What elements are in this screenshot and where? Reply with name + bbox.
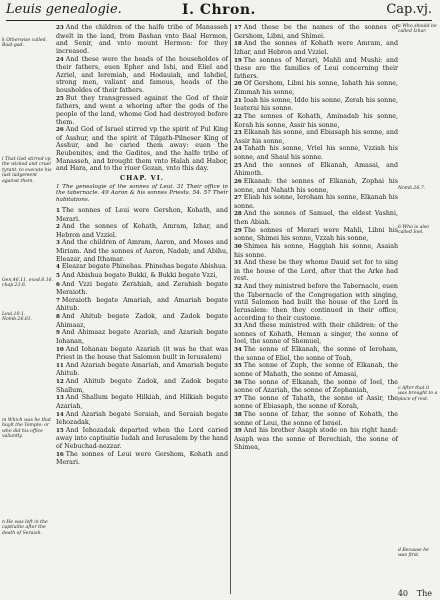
verse-number: 14 <box>56 411 64 418</box>
verse-number: 23 <box>56 25 64 31</box>
margin-note: Leui.10.1. Nomb.26.61. <box>2 312 33 323</box>
verse-number: 35 <box>234 363 242 370</box>
verse-text: The sonnes of Leui were Gershon, Kohath, and Merari. <box>56 206 228 223</box>
verse <box>234 283 398 322</box>
verse-number: 3 <box>56 240 60 247</box>
verse <box>234 227 398 243</box>
verse <box>56 346 228 362</box>
verse-text: Ioah his sonne, Iddo his sonne, Zerah his sonne, Ieaterai his sonne. <box>234 96 398 113</box>
verse-text: The sonnes of Leui were Gershom, Kohath and Merari. <box>56 450 228 467</box>
verse-text: Tahath his sonne, Vriel his sonne, Vzziah his sonne, and Shaul his sonne. <box>234 145 398 161</box>
verse-number: 18 <box>234 41 242 48</box>
verse-text: And these be the names of the sonnes of Gershom, Libni, and Shimei. <box>234 24 398 40</box>
verse-text: The sonnes of Merari were Mahli, Libni his sonne, Shimei his sonne, Vzzah his sonne, <box>234 226 398 243</box>
verse-number: 32 <box>234 284 242 290</box>
verse-text: The sonne of Izhar, the sonne of Kohath, the sonne of Leui, the sonne of Israel. <box>234 411 398 427</box>
verse <box>56 126 228 173</box>
verse-text: And God of Israel stirred vp the spirit of Pul King of Asshur, and the spirit of Tilgath-Pilneser King of Asshur, and he caried them away: euen the Reubenites, and the Gadites, and the halfe tribe of Manasseh, and brought them vnto Halah and Habor, and Hara, and to the riuer Gozan, vnto this day. <box>56 126 228 173</box>
verse-number: 12 <box>56 379 64 386</box>
header-center: I. Chron. <box>182 2 256 18</box>
margin-note: m Which was he that buylt the Temple: or who did his office valiantly. <box>2 418 51 440</box>
header-left: Leuis genealogie. <box>6 2 122 17</box>
verse-text: But they transgressed against the God of their fathers, and went a whoring after the gods of the people of the land, whome God had destroyed before them. <box>56 94 228 126</box>
verse-number: 37 <box>234 395 242 402</box>
verse-number: 10 <box>56 346 64 353</box>
verse-number: 8 <box>56 314 60 321</box>
catchword: The <box>416 589 432 598</box>
verse-number: 30 <box>234 243 242 250</box>
margin-note: a Who should be called Izhar. <box>398 24 437 35</box>
margin-note: k Otherwise called, Baal-gad. <box>2 38 48 49</box>
verse-number: 34 <box>234 347 242 353</box>
verse <box>234 162 398 178</box>
verse <box>56 56 228 95</box>
verse-number: 24 <box>234 146 242 153</box>
verse-text: And these be they whome Dauid set for to sing in the house of the Lord, after that the Arke had rest. <box>234 259 398 283</box>
verse-text: And Vzzi begate Zerahiah, and Zerahiah begate Meraioth. <box>56 280 228 297</box>
verse-text: And Iohanan begate Azariah (it was he that was Priest in the house that Salomon built in Ierusalem) <box>56 345 228 362</box>
verse-number: 1 <box>56 207 60 214</box>
margin-note: c After that it was brought to a place of rest. <box>398 386 438 402</box>
verse-text: Of Gershom, Libni his sonne, Iahath his sonne, Zimmah his sonne, <box>234 80 398 96</box>
verse <box>56 297 228 313</box>
verse <box>234 243 398 259</box>
verse-number: 29 <box>234 227 242 234</box>
margin-note: d Because he was first. <box>398 548 429 559</box>
verse-text: And Shallum begate Hilkiah, and Hilkiah begate Azariah, <box>56 394 228 410</box>
verse-number: 31 <box>234 260 242 267</box>
verse <box>56 263 228 272</box>
verse-number: 25 <box>56 95 64 102</box>
verse-number: 38 <box>234 412 242 418</box>
verse-text: And the sonnes of Elkanah, Amasai, and Ahimoth. <box>234 161 398 178</box>
verse-number: 26 <box>234 178 242 185</box>
verse-number: 13 <box>56 395 64 402</box>
verse <box>234 322 398 346</box>
verse-number: 6 <box>56 281 60 288</box>
header-right: Cap.vj. <box>386 2 432 17</box>
verse <box>234 57 398 81</box>
verse <box>56 451 228 467</box>
verse <box>56 394 228 410</box>
verse-number: 27 <box>234 195 242 202</box>
verse-text: And Azariah begate Amariah, and Amariah begate Ahitub. <box>56 361 228 378</box>
right-column <box>234 24 398 451</box>
column-divider <box>230 24 231 594</box>
verse-number: 36 <box>234 379 242 386</box>
verse-number: 39 <box>234 428 242 435</box>
verse-text: And Ahitub begate Zadok, and Zadok begate Ahimaaz, <box>56 313 228 329</box>
verse-number: 15 <box>56 427 64 434</box>
verse-number: 20 <box>234 81 242 88</box>
verse <box>56 24 228 56</box>
verse <box>234 427 398 451</box>
verse-text: And Abishua begate Bukki, & Bukki begate Vzzi, <box>61 271 218 279</box>
verse <box>56 329 228 345</box>
verse <box>234 379 398 395</box>
verse <box>56 378 228 394</box>
verse-text: Shimea his sonne, Haggiah his sonne, Asaiah his sonne. <box>234 242 398 259</box>
verse-text: The sonne of Elkanah, the sonne of Ieroham, the sonne of Eliel, the sonne of Toah, <box>234 346 398 362</box>
verse-number: 26 <box>56 127 64 134</box>
chapter-heading: CHAP. VI. <box>119 173 165 182</box>
verse-text: And the children of the halfe tribe of Manasseh dwelt in the land, from Bashan vnto Baal Hermon, and Senir, and vnto mount Hermon: for they increased. <box>56 24 228 55</box>
verse-number: 11 <box>56 362 64 369</box>
verse-text: And these were the heads of the householdes of their fathers, euen Epher and Ishi, and Eliel and Azriel, and Ieremiah, and Hodauiah, and Iahdiel, strong men, valiant and famous, heads of the housholdes of their fathers. <box>56 55 228 94</box>
verse-text: And these ministred with their children: of the sonnes of Kohath, Heman a singer, the sonne of Ioel, the sonne of Shemuel, <box>234 322 398 346</box>
verse <box>56 362 228 378</box>
verse <box>56 239 228 263</box>
verse-text: And Ahitub begate Zadok, and Zadok begate Shallum, <box>56 378 228 394</box>
verse-text: And the sonnes of Samuel, the eldest Vashni, then Abiah. <box>234 210 398 226</box>
verse-number: 33 <box>234 323 242 330</box>
running-header <box>6 2 432 22</box>
verse <box>56 223 228 239</box>
verse-text: And Ahimaaz begate Azariah, and Azariah begate Iohanan, <box>56 329 228 345</box>
verse <box>234 97 398 113</box>
verse <box>56 281 228 297</box>
verse-text: Eliab his sonne, Ieroham his sonne, Elkanah his sonne. <box>234 194 398 210</box>
verse-text: Eleazar begate Phinehas. Phinehas begate Abishua. <box>61 263 228 271</box>
verse <box>234 178 398 194</box>
page-number: 40 <box>397 589 408 598</box>
verse-text: And they ministred before the Tabernacle, euen the Tabernacle of the Congregation with singing, vntil Salomon had built the house of the Lord in Ierusalem: then they continued in their office, according to their custome. <box>234 283 398 322</box>
header-rule <box>6 20 432 21</box>
margin-note: n He was left in the captiuitie after the death of Seraiah. <box>2 520 48 536</box>
verse <box>234 411 398 427</box>
verse-number: 7 <box>56 297 60 304</box>
verse-number: 19 <box>234 57 242 64</box>
verse <box>234 40 398 56</box>
margin-note: Gen.46.11. exod.6.16. chap.23.6. <box>2 278 54 289</box>
verse <box>234 346 398 362</box>
verse-number: 5 <box>56 272 60 279</box>
verse-number: 17 <box>234 25 242 31</box>
margin-note: b Who is also called Ioel. <box>398 225 429 236</box>
verse-text: The sonne of Elkanah, the sonne of Ioel, the sonne of Azariah, the sonne of Zephaniah, <box>234 378 398 395</box>
verse-number: 9 <box>56 330 60 337</box>
verse-number: 16 <box>56 451 64 458</box>
verse <box>234 145 398 161</box>
verse-text: Elkanah: the sonnes of Elkanah, Zophai his sonne, and Nahath his sonne, <box>234 177 398 194</box>
verse-number: 22 <box>234 113 242 120</box>
verse <box>234 129 398 145</box>
verse-number: 24 <box>56 56 64 63</box>
verse <box>56 95 228 127</box>
verse-text: And the children of Amram, Aaron, and Moses and Miriam. And the sonnes of Aaron, Nadab, and Abihu, Eleazar, and Ithamar. <box>56 239 228 263</box>
verse <box>56 313 228 329</box>
verse <box>234 24 398 40</box>
verse <box>56 427 228 451</box>
verse <box>56 411 228 427</box>
verse <box>234 80 398 96</box>
verse <box>56 272 228 281</box>
margin-note: Nomb.26.7. <box>398 186 426 191</box>
verse <box>234 395 398 411</box>
verse <box>234 362 398 378</box>
verse-text: The sonnes of Merari, Mahli and Mushi: and these are the families of Leui concerning their fathers. <box>234 56 398 80</box>
verse-number: 2 <box>56 224 60 231</box>
verse-number: 25 <box>234 162 242 169</box>
verse-text: Elkanah his sonne, and Ebiasaph his sonne, and Assir his sonne, <box>234 129 398 145</box>
verse <box>56 207 228 223</box>
verse-number: 21 <box>234 97 242 104</box>
left-column <box>56 24 228 467</box>
verse-number: 4 <box>56 264 60 271</box>
verse <box>234 259 398 283</box>
verse-text: The sonne of Zuph, the sonne of Elkanah, the sonne of Mahath, the sonne of Amasai, <box>234 362 398 378</box>
chapter-summary: 1 The genealogie of the sonnes of Leui. 31 Their office in the tabernacle. 49 Aaron & his sonnes Priests. 54. 57 Their habitations. <box>56 183 228 204</box>
verse-text: The sonne of Tahath, the sonne of Assir, the sonne of Ebiasaph, the sonne of Korah, <box>234 394 398 411</box>
verse-text: And the sonnes of Kohath, Amram, Izhar, and Hebron and Vzziel. <box>56 223 228 239</box>
verse <box>234 194 398 210</box>
verse-number: 23 <box>234 130 242 137</box>
verse <box>234 210 398 226</box>
verse-text: And Azariah begate Seraiah, and Seraiah begate Iehozadak, <box>56 410 228 427</box>
verse-text: Meraioth begate Amariah, and Amariah begate Ahitub. <box>56 296 228 313</box>
verse-number: 28 <box>234 211 242 218</box>
verse <box>234 113 398 129</box>
verse-text: And the sonnes of Kohath were Amram, and Izhar, and Hebron and Vzziel. <box>234 40 398 56</box>
verse-text: And Iehozadak departed when the Lord caried away into captiuitie Iudah and Ierusalem by the hand of Nebuchad-nezzar. <box>56 426 228 451</box>
verse-text: And his brother Asaph stode on his right hand: Asaph was the sonne of Berechiah, the sonne of Shimea, <box>234 427 398 451</box>
margin-note: l That God stirred vp the wicked and cruel tyrant, to execute his iust iudgement against them. <box>2 157 52 184</box>
verse-text: The sonnes of Kohath, Aminadab his sonne, Korah his sonne, Assir his sonne, <box>234 112 398 129</box>
